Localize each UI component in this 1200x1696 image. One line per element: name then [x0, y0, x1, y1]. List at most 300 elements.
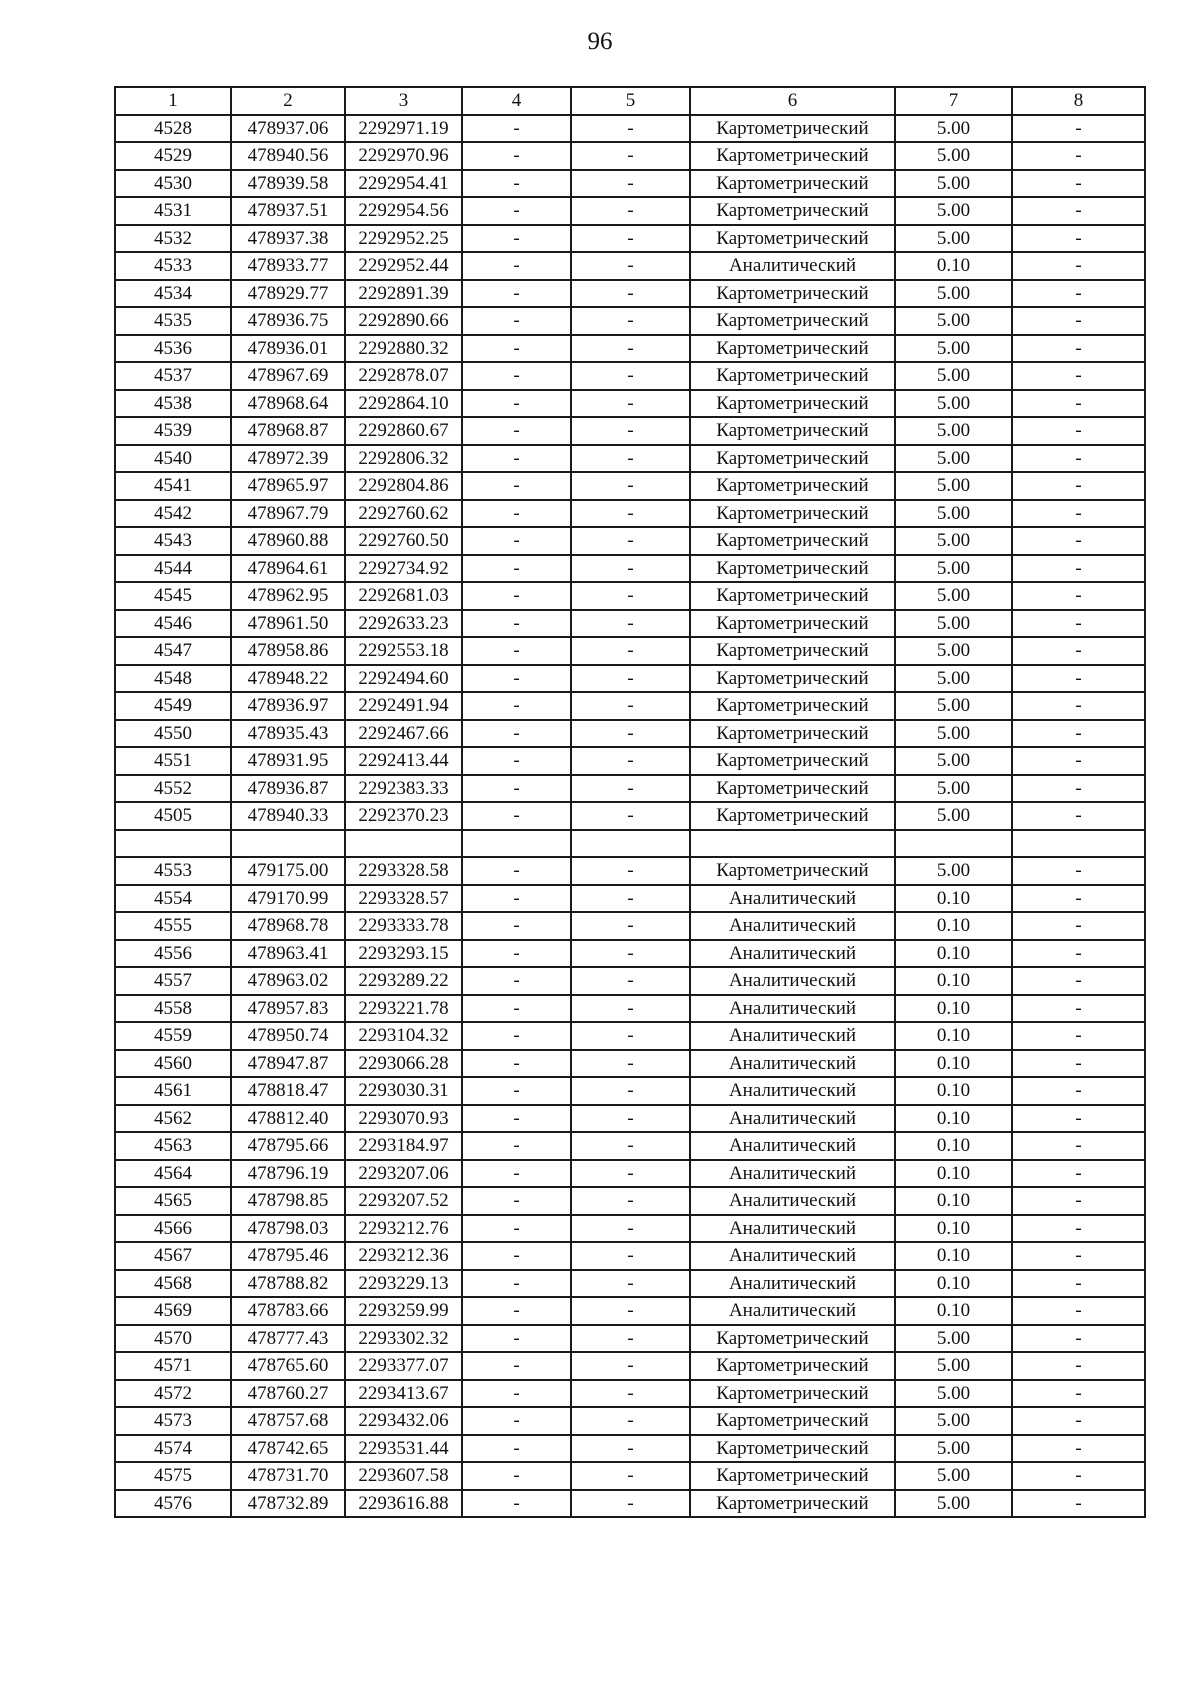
table-cell: 478964.61	[231, 555, 345, 583]
table-cell: 2292494.60	[345, 665, 462, 693]
table-cell: Картометрический	[690, 280, 895, 308]
table-cell: 478812.40	[231, 1105, 345, 1133]
table-cell: 2293607.58	[345, 1462, 462, 1490]
table-row	[115, 1022, 1145, 1050]
table-cell: -	[571, 1187, 690, 1215]
table-cell: 2292860.67	[345, 417, 462, 445]
table-cell: 0.10	[895, 995, 1012, 1023]
column-header-8: 8	[1012, 87, 1145, 115]
table-cell: Картометрический	[690, 1352, 895, 1380]
table-cell: -	[1012, 252, 1145, 280]
table-cell: 0.10	[895, 885, 1012, 913]
table-cell: 5.00	[895, 720, 1012, 748]
table-cell: -	[1012, 472, 1145, 500]
table-row	[115, 1380, 1145, 1408]
table-cell: 2292954.41	[345, 170, 462, 198]
table-cell: 2292760.50	[345, 527, 462, 555]
table-cell: 478931.95	[231, 747, 345, 775]
table-cell: -	[462, 280, 571, 308]
table-cell: -	[1012, 142, 1145, 170]
table-cell: 4549	[115, 692, 231, 720]
table-cell: -	[571, 417, 690, 445]
table-cell: -	[462, 610, 571, 638]
table-cell: -	[1012, 775, 1145, 803]
table-cell: -	[462, 390, 571, 418]
table-cell: 2292880.32	[345, 335, 462, 363]
table-row	[115, 1270, 1145, 1298]
table-cell: 4576	[115, 1490, 231, 1518]
table-header	[115, 87, 1145, 115]
table-cell: -	[462, 967, 571, 995]
table-cell: 478962.95	[231, 582, 345, 610]
table-cell: 2292804.86	[345, 472, 462, 500]
table-cell: 478765.60	[231, 1352, 345, 1380]
table-cell: 2292553.18	[345, 637, 462, 665]
table-cell: -	[1012, 1105, 1145, 1133]
table-cell: 4567	[115, 1242, 231, 1270]
table-cell: Аналитический	[690, 912, 895, 940]
table-cell: -	[1012, 1490, 1145, 1518]
table-cell	[690, 830, 895, 858]
table-cell: 2292760.62	[345, 500, 462, 528]
table-cell: 5.00	[895, 692, 1012, 720]
table-row	[115, 225, 1145, 253]
table-cell: 4541	[115, 472, 231, 500]
table-cell: 4551	[115, 747, 231, 775]
table-cell: 5.00	[895, 500, 1012, 528]
table-row	[115, 967, 1145, 995]
table-cell: 5.00	[895, 747, 1012, 775]
table-cell: -	[571, 1325, 690, 1353]
table-cell: 4544	[115, 555, 231, 583]
table-cell: -	[1012, 335, 1145, 363]
table-cell: 478933.77	[231, 252, 345, 280]
table-cell: Картометрический	[690, 527, 895, 555]
table-cell: 478788.82	[231, 1270, 345, 1298]
table-cell: 478965.97	[231, 472, 345, 500]
table-cell: -	[571, 1050, 690, 1078]
table-cell: -	[1012, 307, 1145, 335]
table-cell: 2293328.57	[345, 885, 462, 913]
table-cell: 478936.75	[231, 307, 345, 335]
table-cell: 2292970.96	[345, 142, 462, 170]
table-cell: -	[571, 1380, 690, 1408]
table-row	[115, 197, 1145, 225]
table-cell: 2293413.67	[345, 1380, 462, 1408]
table-cell: 2292891.39	[345, 280, 462, 308]
table-cell: 2293207.06	[345, 1160, 462, 1188]
table-cell: -	[571, 857, 690, 885]
table-cell: -	[462, 1160, 571, 1188]
table-row	[115, 1187, 1145, 1215]
table-row	[115, 830, 1145, 858]
table-row	[115, 1077, 1145, 1105]
table-cell: -	[462, 1105, 571, 1133]
table-cell: -	[571, 912, 690, 940]
table-row	[115, 500, 1145, 528]
table-cell: -	[1012, 362, 1145, 390]
page-number: 96	[587, 28, 613, 55]
table-cell: 478939.58	[231, 170, 345, 198]
table-cell: -	[1012, 197, 1145, 225]
table-cell: -	[1012, 1050, 1145, 1078]
table-cell: 5.00	[895, 1435, 1012, 1463]
table-cell: -	[1012, 885, 1145, 913]
table-cell: -	[462, 417, 571, 445]
table-cell: Картометрический	[690, 197, 895, 225]
column-header-3: 3	[345, 87, 462, 115]
table-cell: 2292370.23	[345, 802, 462, 830]
table-cell: 4536	[115, 335, 231, 363]
table-cell: 2292806.32	[345, 445, 462, 473]
table-cell: -	[571, 115, 690, 143]
table-cell: -	[571, 170, 690, 198]
table-cell: 4572	[115, 1380, 231, 1408]
table-cell: 2292413.44	[345, 747, 462, 775]
table-cell: 0.10	[895, 1132, 1012, 1160]
table-cell: -	[571, 1435, 690, 1463]
table-cell: 4564	[115, 1160, 231, 1188]
table-cell: Аналитический	[690, 885, 895, 913]
table-cell: 0.10	[895, 1022, 1012, 1050]
table-cell: 4560	[115, 1050, 231, 1078]
table-cell: 478972.39	[231, 445, 345, 473]
table-row	[115, 472, 1145, 500]
table-cell: 478947.87	[231, 1050, 345, 1078]
table-cell: -	[1012, 1215, 1145, 1243]
table-cell: Картометрический	[690, 417, 895, 445]
table-cell: -	[571, 1462, 690, 1490]
table-cell: -	[1012, 747, 1145, 775]
table-cell: Аналитический	[690, 1077, 895, 1105]
table-body	[115, 115, 1145, 1518]
table-row	[115, 1352, 1145, 1380]
table-cell: -	[1012, 390, 1145, 418]
table-cell: 478957.83	[231, 995, 345, 1023]
table-cell: 478798.03	[231, 1215, 345, 1243]
table-cell: -	[1012, 1380, 1145, 1408]
table-cell: Картометрический	[690, 335, 895, 363]
table-cell: Аналитический	[690, 1297, 895, 1325]
table-cell: -	[462, 472, 571, 500]
table-cell: -	[462, 307, 571, 335]
table-row	[115, 362, 1145, 390]
table-row	[115, 390, 1145, 418]
table-row	[115, 335, 1145, 363]
table-cell: 0.10	[895, 967, 1012, 995]
table-cell: 0.10	[895, 912, 1012, 940]
table-cell: -	[462, 500, 571, 528]
table-cell: 4540	[115, 445, 231, 473]
table-cell: 478798.85	[231, 1187, 345, 1215]
table-cell: 2293184.97	[345, 1132, 462, 1160]
table-cell: Аналитический	[690, 252, 895, 280]
table-cell: 478937.38	[231, 225, 345, 253]
table-row	[115, 995, 1145, 1023]
table-cell: 0.10	[895, 940, 1012, 968]
table-cell: 4574	[115, 1435, 231, 1463]
table-cell: 478731.70	[231, 1462, 345, 1490]
table-cell: -	[462, 912, 571, 940]
table-cell: Аналитический	[690, 1270, 895, 1298]
table-cell: -	[1012, 1022, 1145, 1050]
table-cell: 5.00	[895, 417, 1012, 445]
table-cell: Аналитический	[690, 940, 895, 968]
table-cell: 478960.88	[231, 527, 345, 555]
table-cell: 2292383.33	[345, 775, 462, 803]
table-cell: Картометрический	[690, 747, 895, 775]
table-cell: 478783.66	[231, 1297, 345, 1325]
table-row	[115, 417, 1145, 445]
table-cell	[462, 830, 571, 858]
table-cell	[895, 830, 1012, 858]
table-cell: -	[1012, 1187, 1145, 1215]
table-cell: 478796.19	[231, 1160, 345, 1188]
table-cell: 478961.50	[231, 610, 345, 638]
table-cell: Аналитический	[690, 1187, 895, 1215]
table-cell: 0.10	[895, 1242, 1012, 1270]
table-cell: -	[1012, 940, 1145, 968]
table-cell: 4555	[115, 912, 231, 940]
table-row	[115, 912, 1145, 940]
table-cell: -	[571, 1297, 690, 1325]
table-cell: Картометрический	[690, 857, 895, 885]
column-header-2: 2	[231, 87, 345, 115]
table-cell: Картометрический	[690, 225, 895, 253]
table-row	[115, 280, 1145, 308]
table-row	[115, 252, 1145, 280]
table-cell: -	[571, 995, 690, 1023]
table-cell: -	[1012, 857, 1145, 885]
table-cell: -	[1012, 417, 1145, 445]
table-cell: 478968.87	[231, 417, 345, 445]
table-cell: -	[1012, 527, 1145, 555]
table-cell: -	[1012, 692, 1145, 720]
table-cell: 2292890.66	[345, 307, 462, 335]
table-cell: -	[462, 197, 571, 225]
table-cell: Картометрический	[690, 170, 895, 198]
table-cell: -	[1012, 445, 1145, 473]
table-cell: -	[571, 802, 690, 830]
table-cell: Аналитический	[690, 1105, 895, 1133]
table-cell: -	[571, 1215, 690, 1243]
table-cell: 4562	[115, 1105, 231, 1133]
table-cell: -	[462, 720, 571, 748]
table-cell: 478958.86	[231, 637, 345, 665]
table-cell: -	[1012, 280, 1145, 308]
table-cell: 5.00	[895, 775, 1012, 803]
table-cell: 2293293.15	[345, 940, 462, 968]
column-header-4: 4	[462, 87, 571, 115]
table-row	[115, 692, 1145, 720]
table-cell: 5.00	[895, 857, 1012, 885]
table-cell	[231, 830, 345, 858]
table-cell: 478929.77	[231, 280, 345, 308]
table-cell: 4543	[115, 527, 231, 555]
table-cell: 0.10	[895, 1297, 1012, 1325]
table-cell: 4550	[115, 720, 231, 748]
table-cell: 2293212.36	[345, 1242, 462, 1270]
table-cell: 4535	[115, 307, 231, 335]
table-cell: 4528	[115, 115, 231, 143]
table-cell: -	[571, 1352, 690, 1380]
coordinates-table	[114, 86, 1146, 1518]
table-cell: 2293104.32	[345, 1022, 462, 1050]
table-cell: 478967.79	[231, 500, 345, 528]
table-cell: -	[571, 665, 690, 693]
table-cell: -	[462, 362, 571, 390]
table-cell: -	[1012, 582, 1145, 610]
table-row	[115, 555, 1145, 583]
table-cell: 478795.46	[231, 1242, 345, 1270]
table-cell: 5.00	[895, 280, 1012, 308]
table-cell: -	[571, 967, 690, 995]
table-cell: 5.00	[895, 390, 1012, 418]
table-cell: 478935.43	[231, 720, 345, 748]
table-cell: -	[1012, 115, 1145, 143]
table-cell: -	[571, 775, 690, 803]
table-cell: Картометрический	[690, 555, 895, 583]
table-cell: 5.00	[895, 637, 1012, 665]
table-cell: 478936.97	[231, 692, 345, 720]
table-cell: Картометрический	[690, 1380, 895, 1408]
table-cell: 479170.99	[231, 885, 345, 913]
table-cell: 2292734.92	[345, 555, 462, 583]
table-row	[115, 1242, 1145, 1270]
table-cell: Картометрический	[690, 692, 895, 720]
table-cell: -	[1012, 1077, 1145, 1105]
table-cell: 478940.33	[231, 802, 345, 830]
table-cell	[345, 830, 462, 858]
table-cell: 4534	[115, 280, 231, 308]
table-cell: Аналитический	[690, 1132, 895, 1160]
column-header-1: 1	[115, 87, 231, 115]
table-cell: 5.00	[895, 1462, 1012, 1490]
table-cell: -	[571, 1270, 690, 1298]
table-cell: 478936.87	[231, 775, 345, 803]
table-cell: -	[462, 1187, 571, 1215]
table-cell: 5.00	[895, 197, 1012, 225]
table-cell: -	[462, 335, 571, 363]
table-row	[115, 115, 1145, 143]
table-cell: -	[462, 582, 571, 610]
table-cell: -	[571, 940, 690, 968]
table-cell: Картометрический	[690, 445, 895, 473]
table-cell: 4557	[115, 967, 231, 995]
table-cell: -	[1012, 637, 1145, 665]
table-cell: 4571	[115, 1352, 231, 1380]
table-cell: 4537	[115, 362, 231, 390]
table-cell: -	[462, 555, 571, 583]
table-cell: 4531	[115, 197, 231, 225]
table-cell	[115, 830, 231, 858]
table-cell: -	[571, 252, 690, 280]
table-cell: 4553	[115, 857, 231, 885]
table-cell: -	[1012, 720, 1145, 748]
table-cell: -	[462, 692, 571, 720]
table-cell: Аналитический	[690, 1022, 895, 1050]
table-cell: 2293212.76	[345, 1215, 462, 1243]
table-cell: 4568	[115, 1270, 231, 1298]
table-cell: 0.10	[895, 1050, 1012, 1078]
table-cell: 2292952.44	[345, 252, 462, 280]
table-cell: -	[462, 857, 571, 885]
table-cell: Картометрический	[690, 115, 895, 143]
table-row	[115, 637, 1145, 665]
header-row	[115, 87, 1145, 115]
table-row	[115, 1160, 1145, 1188]
table-cell: 478940.56	[231, 142, 345, 170]
table-cell: -	[462, 1435, 571, 1463]
table-cell: Картометрический	[690, 1490, 895, 1518]
table-cell: 5.00	[895, 225, 1012, 253]
table-cell: 2293066.28	[345, 1050, 462, 1078]
table-row	[115, 720, 1145, 748]
table-cell: -	[571, 142, 690, 170]
table-cell: 4545	[115, 582, 231, 610]
table-cell: 2293432.06	[345, 1407, 462, 1435]
table-row	[115, 1462, 1145, 1490]
table-cell: 0.10	[895, 1105, 1012, 1133]
table-cell: 2293259.99	[345, 1297, 462, 1325]
table-cell: -	[462, 940, 571, 968]
table-cell: 5.00	[895, 170, 1012, 198]
table-cell: 4539	[115, 417, 231, 445]
table-cell: 2292878.07	[345, 362, 462, 390]
table-cell: -	[462, 1270, 571, 1298]
table-row	[115, 775, 1145, 803]
table-cell: 5.00	[895, 142, 1012, 170]
table-cell: Картометрический	[690, 720, 895, 748]
table-cell: -	[462, 775, 571, 803]
table-cell: 5.00	[895, 1407, 1012, 1435]
table-cell: -	[571, 720, 690, 748]
table-cell: -	[1012, 1435, 1145, 1463]
table-cell: 478950.74	[231, 1022, 345, 1050]
table-cell: -	[571, 307, 690, 335]
table-cell: 5.00	[895, 1352, 1012, 1380]
table-cell: 2293289.22	[345, 967, 462, 995]
table-cell: 4573	[115, 1407, 231, 1435]
table-cell: -	[462, 252, 571, 280]
table-cell: -	[462, 1407, 571, 1435]
table-row	[115, 802, 1145, 830]
table-cell: -	[1012, 1132, 1145, 1160]
table-cell: 2292864.10	[345, 390, 462, 418]
table-row	[115, 747, 1145, 775]
table-cell: -	[462, 115, 571, 143]
table-cell: Картометрический	[690, 1325, 895, 1353]
table-cell: 5.00	[895, 1325, 1012, 1353]
table-cell: Картометрический	[690, 362, 895, 390]
table-cell: -	[462, 527, 571, 555]
column-header-6: 6	[690, 87, 895, 115]
table-cell: 2292954.56	[345, 197, 462, 225]
table-cell: 4530	[115, 170, 231, 198]
table-cell: 4542	[115, 500, 231, 528]
table-cell: 0.10	[895, 1187, 1012, 1215]
table-cell: -	[571, 582, 690, 610]
table-cell: 4565	[115, 1187, 231, 1215]
table-cell: 5.00	[895, 527, 1012, 555]
table-cell: 478757.68	[231, 1407, 345, 1435]
table-cell: 2293207.52	[345, 1187, 462, 1215]
table-cell: Картометрический	[690, 582, 895, 610]
column-header-5: 5	[571, 87, 690, 115]
table-cell: 2293333.78	[345, 912, 462, 940]
table-cell: Картометрический	[690, 142, 895, 170]
table-cell: -	[462, 170, 571, 198]
